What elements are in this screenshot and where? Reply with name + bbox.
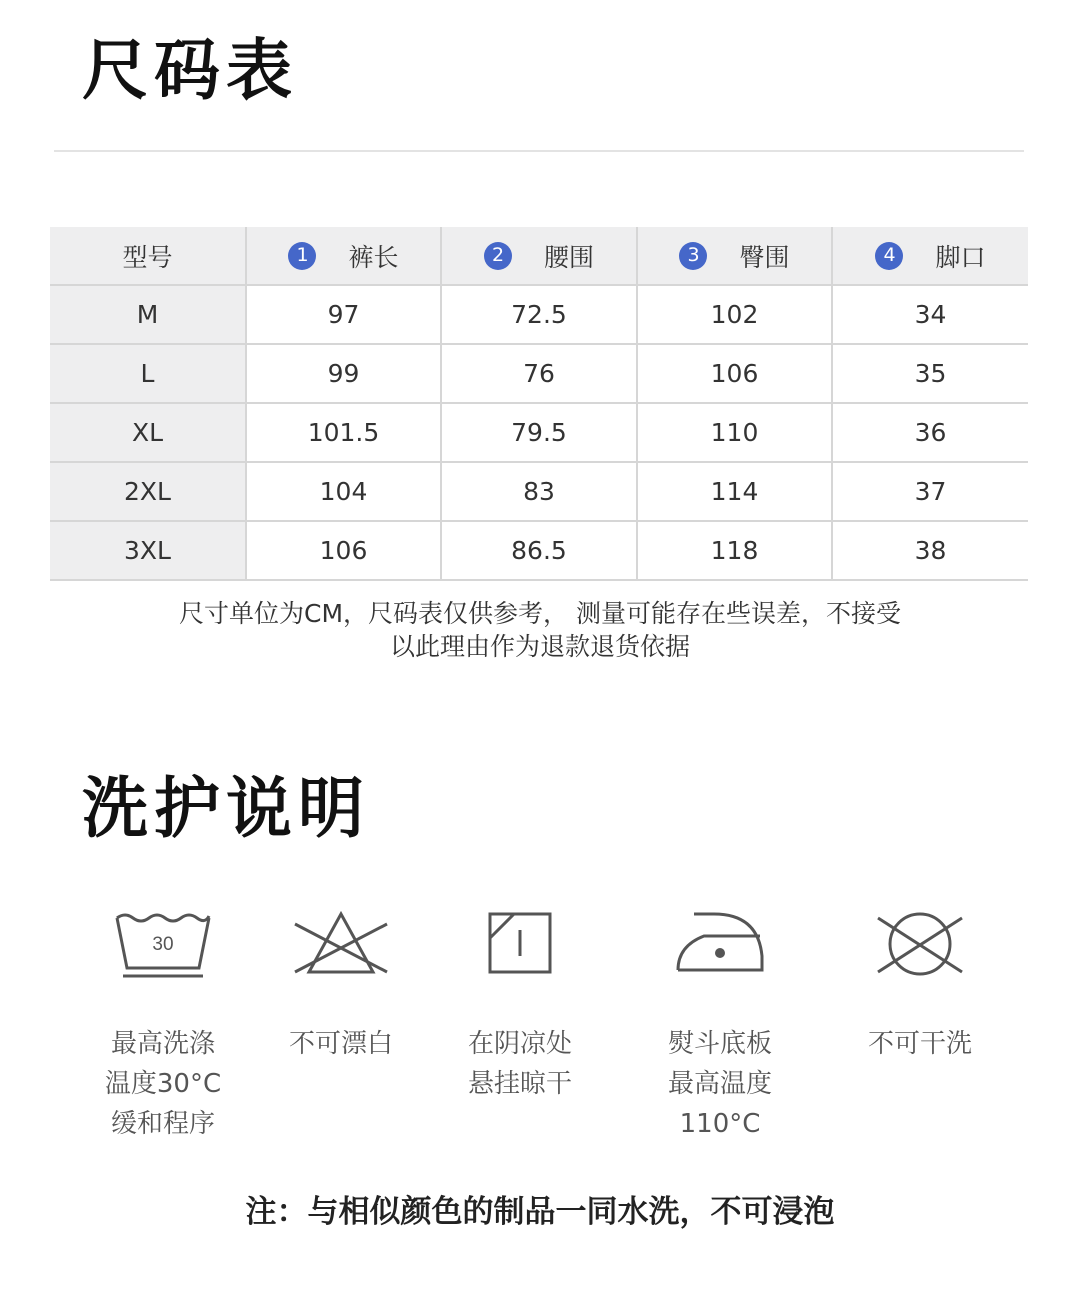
line-dry-shade-icon	[470, 910, 570, 980]
care-item-line-dry	[430, 910, 610, 1104]
cell-waist: 76	[441, 344, 637, 403]
number-2-icon: 2	[484, 242, 512, 270]
care-item-wash	[73, 910, 253, 1144]
cell-model: 3XL	[50, 521, 246, 580]
care-label-line-dry: 在阴凉处 悬挂晾干	[467, 1029, 572, 1099]
no-dry-clean-icon	[870, 910, 970, 980]
iron-low-icon	[670, 910, 770, 980]
cell-model: 2XL	[50, 462, 246, 521]
number-3-icon: 3	[679, 242, 707, 270]
cell-hip: 114	[637, 462, 832, 521]
table-row	[50, 521, 1028, 580]
cell-model: M	[50, 285, 246, 344]
cell-waist: 72.5	[441, 285, 637, 344]
cell-model: XL	[50, 403, 246, 462]
divider	[54, 150, 1024, 152]
size-table	[50, 227, 1028, 581]
header-length: 1 裤长	[246, 227, 441, 285]
care-item-iron	[630, 910, 810, 1144]
table-row	[50, 344, 1028, 403]
cell-leg-opening: 36	[832, 403, 1028, 462]
cell-waist: 79.5	[441, 403, 637, 462]
header-leg-opening: 4 脚口	[832, 227, 1028, 285]
care-footnote: 注：与相似颜色的制品一同水洗，不可浸泡	[245, 1194, 835, 1230]
number-1-icon: 1	[288, 242, 316, 270]
cell-model: L	[50, 344, 246, 403]
size-disclaimer-line-2: 以此理由作为退款退货依据	[389, 632, 690, 661]
cell-leg-opening: 34	[832, 285, 1028, 344]
cell-hip: 118	[637, 521, 832, 580]
cell-hip: 102	[637, 285, 832, 344]
cell-waist: 86.5	[441, 521, 637, 580]
number-4-icon: 4	[875, 242, 903, 270]
care-label-no-dry-clean: 不可干洗	[867, 1029, 972, 1059]
cell-length: 101.5	[246, 403, 441, 462]
no-bleach-icon	[291, 910, 391, 980]
cell-length: 106	[246, 521, 441, 580]
cell-hip: 106	[637, 344, 832, 403]
care-label-wash: 最高洗涤 温度30°C 缓和程序	[104, 1029, 222, 1139]
header-hip: 3 臀围	[637, 227, 832, 285]
table-header-row	[50, 227, 1028, 285]
table-row	[50, 462, 1028, 521]
table-row	[50, 403, 1028, 462]
cell-waist: 83	[441, 462, 637, 521]
care-item-no-dry-clean	[830, 910, 1010, 1064]
header-model: 型号	[50, 227, 246, 285]
size-chart-title: 尺码表	[82, 32, 298, 109]
wash-temp-text: 30	[152, 934, 174, 955]
cell-leg-opening: 37	[832, 462, 1028, 521]
cell-hip: 110	[637, 403, 832, 462]
size-disclaimer	[0, 597, 1080, 663]
care-title: 洗护说明	[82, 770, 370, 847]
wash-30-icon	[113, 910, 213, 980]
care-item-no-bleach	[251, 910, 431, 1064]
size-disclaimer-line-1: 尺寸单位为CM，尺码表仅供参考， 测量可能存在些误差，不接受	[179, 599, 901, 628]
cell-leg-opening: 35	[832, 344, 1028, 403]
care-label-no-bleach: 不可漂白	[288, 1029, 393, 1059]
cell-leg-opening: 38	[832, 521, 1028, 580]
cell-length: 99	[246, 344, 441, 403]
table-row	[50, 285, 1028, 344]
header-waist: 2 腰围	[441, 227, 637, 285]
cell-length: 104	[246, 462, 441, 521]
cell-length: 97	[246, 285, 441, 344]
care-label-iron: 熨斗底板 最高温度110°C	[667, 1029, 772, 1139]
